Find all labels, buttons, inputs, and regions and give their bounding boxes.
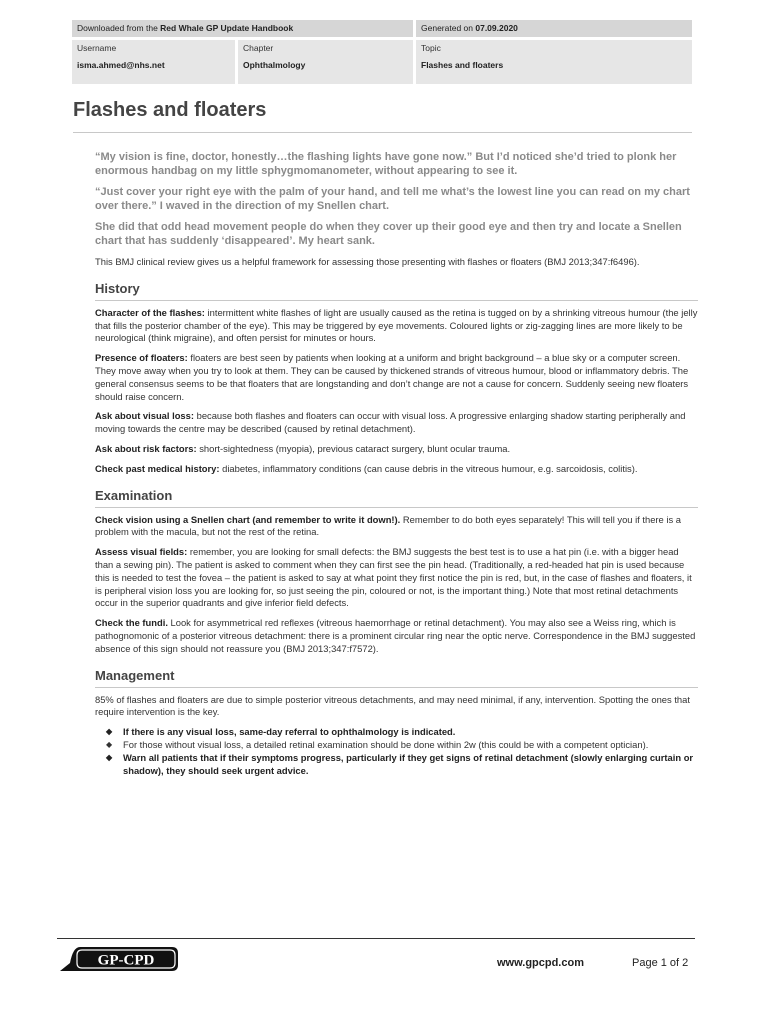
topic-label: Topic [421, 43, 441, 53]
title-divider [73, 132, 692, 133]
download-source [72, 20, 413, 37]
generated-date-cell [416, 20, 692, 37]
examination-item-label: Check vision using a Snellen chart (and remember to write it down!). [95, 513, 401, 525]
list-item-text: If there is any visual loss, same-day referral to ophthalmology is indicated. [123, 726, 456, 738]
topic-cell [416, 40, 692, 84]
list-item [95, 752, 698, 778]
list-item-text: Warn all patients that if their symptoms progress, particularly if they get signs of retinal detachment (slowly enlarging curtain or shadow), they should seek urgent advice. [123, 751, 694, 776]
history-item [95, 463, 698, 476]
history-item [95, 352, 698, 403]
username-value: isma.ahmed@nhs.net [77, 60, 165, 70]
article-body [95, 150, 698, 777]
topic-value: Flashes and floaters [421, 60, 504, 70]
list-item [95, 726, 698, 739]
history-item-label: Ask about visual loss: [95, 410, 194, 422]
diamond-bullet-icon: ◆ [106, 739, 113, 749]
intro-quote-2: “Just cover your right eye with the palm of your hand, and tell me what’s the lowest line you can read on my chart over there.” I waved in the direction of my Snellen chart. [95, 186, 690, 212]
handbook-name: Red Whale GP Update Handbook [160, 23, 294, 33]
intro-quote-1: “My vision is fine, doctor, honestly…the flashing lights have gone now.” But I’d noticed she’d tried to plonk her enormous handbag on my little sphygmomanometer, without appearing to see it. [95, 151, 677, 177]
history-item-label: Character of the flashes: [95, 306, 205, 318]
examination-item-text: Remember to do both eyes separately! This will tell you if there is a problem with the macula, but not the rest of the retina. [95, 513, 681, 538]
examination-item-text: Look for asymmetrical red reflexes (vitreous haemorrhage or retinal detachment). You may also see a Weiss ring, which is pathognomonic of a posterior vitreous detachment: there is a prominent circular ring near the optic nerve. Correspondence in the BMJ suggested absence of this sign should not reassure you (BMJ 2013;347:f7572). [95, 617, 696, 654]
website-link[interactable]: www.gpcpd.com [497, 957, 584, 969]
list-item-text: For those without visual loss, a detailed retinal examination should be done within 2w (this could be with a competent optician). [123, 738, 649, 750]
page-number: Page 1 of 2 [632, 957, 689, 969]
generated-prefix: Generated on [421, 23, 476, 33]
examination-item-label: Assess visual fields: [95, 546, 188, 558]
generated-date: 07.09.2020 [475, 23, 518, 33]
examination-heading: Examination [95, 488, 698, 508]
history-item [95, 307, 698, 345]
history-item-text: diabetes, inflammatory conditions (can cause debris in the vitreous humour, e.g. sarcoidosis, colitis). [219, 462, 638, 474]
history-item-text: short-sightedness (myopia), previous cataract surgery, blunt ocular trauma. [196, 442, 511, 454]
document-metadata [72, 20, 692, 84]
history-item-text: intermittent white flashes of light are usually caused as the retina is tugged on by a shrinking vitreous humour (the jelly that fills the posterior chamber of the eye). This may be triggered by eye movements. Coloured lights or zig-zagging lines are more likely to be neurological (think migraine), and often persist for minutes or hours. [95, 306, 698, 344]
bmj-review-note: This BMJ clinical review gives us a helpful framework for assessing those presenting with flashes or floaters (BMJ 2013;347:f6496). [95, 256, 640, 267]
chapter-value: Ophthalmology [243, 60, 306, 70]
management-list [95, 726, 698, 777]
page-title: Flashes and floaters [73, 99, 267, 121]
history-item [95, 410, 698, 436]
chapter-cell [238, 40, 413, 84]
examination-item [95, 514, 698, 540]
chapter-label: Chapter [243, 43, 274, 53]
management-heading: Management [95, 668, 698, 688]
examination-item-label: Check the fundi. [95, 617, 168, 629]
footer-divider [57, 938, 695, 939]
intro-quote-3: She did that odd head movement people do when they cover up their good eye and then try and locate a Snellen chart that has suddenly ‘disappeared’. My heart sank. [95, 221, 682, 247]
diamond-bullet-icon: ◆ [106, 727, 113, 737]
history-item-label: Check past medical history: [95, 462, 220, 474]
history-item-text: because both flashes and floaters can occur with visual loss. A progressive enlarging shadow starting peripherally and moving towards the centre may be described (caused by retinal detachment). [95, 410, 686, 435]
history-item-label: Ask about risk factors: [95, 442, 197, 454]
list-item [95, 739, 698, 752]
diamond-bullet-icon: ◆ [106, 752, 113, 762]
gpcpd-logo [60, 947, 178, 971]
examination-item [95, 546, 698, 610]
username-cell [72, 40, 235, 84]
examination-item [95, 617, 698, 655]
examination-item-text: remember, you are looking for small defects: the BMJ suggests the best test is to use a hat pin (i.e. with a bigger head than a sewing pin). The patient is asked to comment when they can first see the pin head. (Traditionally, a red-headed hat pin is used because this is needed to test the fovea – the patient is asked to say at what point they first notice the pin is red, but, in the case of flashes and floaters, it is peripheral vision loss you are looking for, so just seeing the pin, coloured or not, is the important thing.) Note that most retinal detachments occur in the superior quadrants and give inferior field defects. [95, 546, 692, 609]
logo-text: GP-CPD [97, 952, 155, 969]
download-prefix: Downloaded from the [77, 23, 161, 33]
username-label: Username [77, 43, 117, 53]
history-item-label: Presence of floaters: [95, 352, 188, 364]
history-item [95, 443, 698, 456]
history-item-text: floaters are best seen by patients when looking at a uniform and bright background – a blue sky or a computer screen. They move away when you try to look at them. They can be caused by thickened strands of vitreous humour, blood or inflammatory debris. The general consensus seems to be that floaters that are longstanding and don’t change are not a cause for concern. Suddenly seeing new floaters should raise concern. [95, 352, 689, 402]
management-intro: 85% of flashes and floaters are due to simple posterior vitreous detachments, and may need minimal, if any, intervention. Spotting the ones that require intervention is the key. [95, 693, 690, 718]
history-heading: History [95, 281, 698, 301]
